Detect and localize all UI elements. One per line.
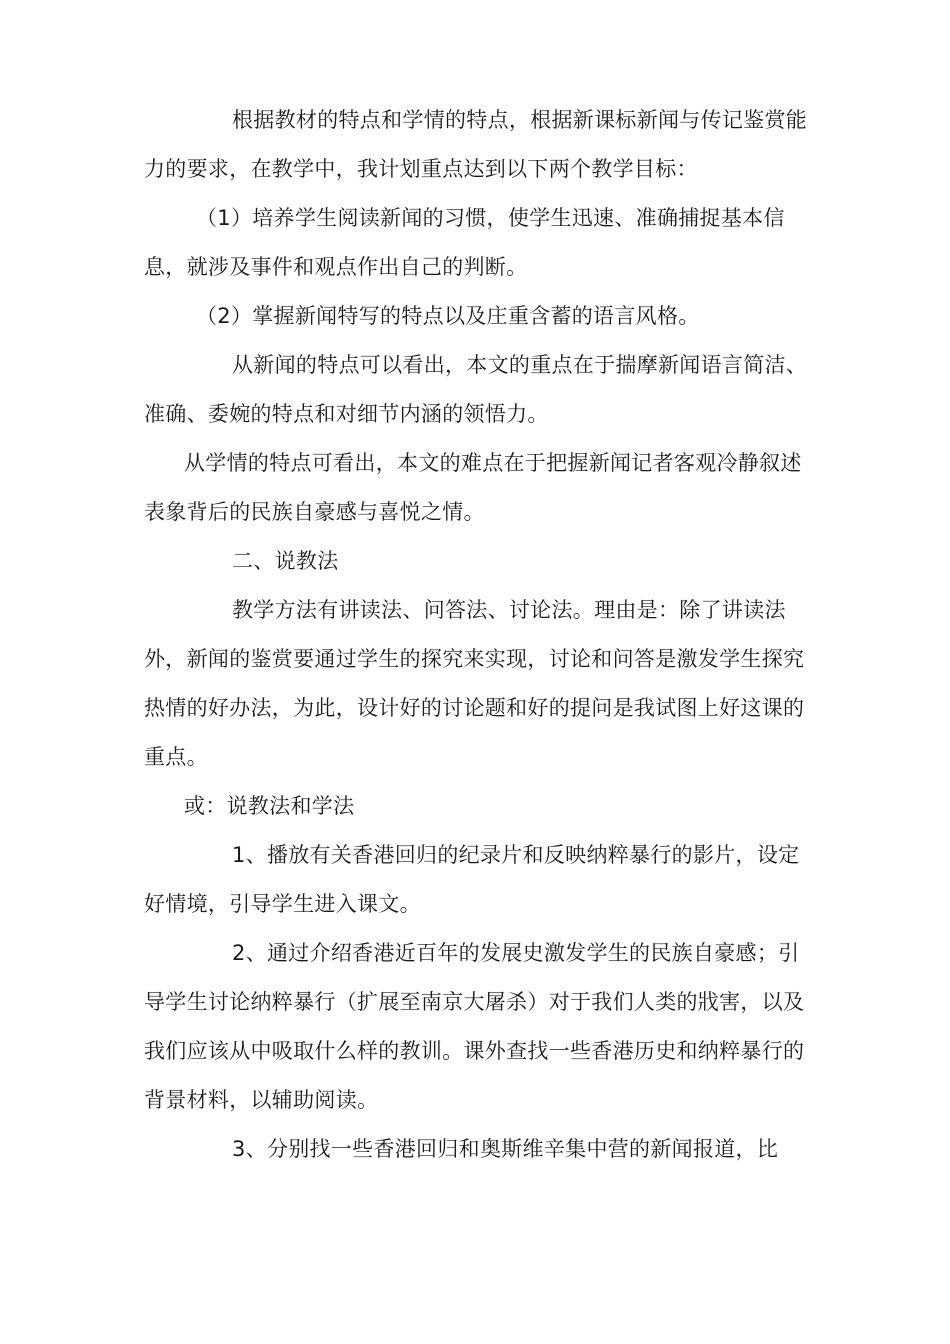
- paragraph-teaching-method: 教学方法有讲读法、问答法、讨论法。理由是：除了讲读法外，新闻的鉴赏要通过学生的探究来实现，讨论和问答是激发学生探究热情的好办法，为此，设计好的讨论题和好的提问是我试图上好这课的重点。: [144, 598, 805, 769]
- paragraph-teaching-goals-intro: 根据教材的特点和学情的特点，根据新课标新闻与传记鉴赏能力的要求，在教学中，我计划重点达到以下两个教学目标：: [144, 108, 808, 181]
- paragraph-goal-1: （1）培养学生阅读新闻的习惯，使学生迅速、准确捕捉基本信息，就涉及事件和观点作出自己的判断。: [144, 206, 785, 279]
- paragraph-difficulty: 从学情的特点可看出，本文的难点在于把握新闻记者客观冷静叙述表象背后的民族自豪感与喜悦之情。: [144, 451, 802, 524]
- document-body: [144, 96, 812, 1174]
- list-item-1: 1、播放有关香港回归的纪录片和反映纳粹暴行的影片，设定好情境，引导学生进入课文。: [144, 843, 800, 916]
- section-heading-method-alt: 或：说教法和学法: [184, 794, 355, 818]
- list-item-2: 2、通过介绍香港近百年的发展史激发学生的民族自豪感；引导学生讨论纳粹暴行（扩展至南京大屠杀）对于我们人类的戕害，以及我们应该从中吸取什么样的教训。课外查找一些香港历史和纳粹暴行的背景材料，以辅助阅读。: [144, 941, 805, 1112]
- paragraph-goal-2: （2）掌握新闻特写的特点以及庄重含蓄的语言风格。: [196, 304, 700, 328]
- paragraph-key-point: 从新闻的特点可以看出，本文的重点在于揣摩新闻语言简洁、准确、委婉的特点和对细节内涵的领悟力。: [144, 353, 808, 426]
- list-item-3: 3、分别找一些香港回归和奥斯维辛集中营的新闻报道，比: [232, 1137, 779, 1161]
- section-heading-teaching-method: 二、说教法: [232, 549, 339, 573]
